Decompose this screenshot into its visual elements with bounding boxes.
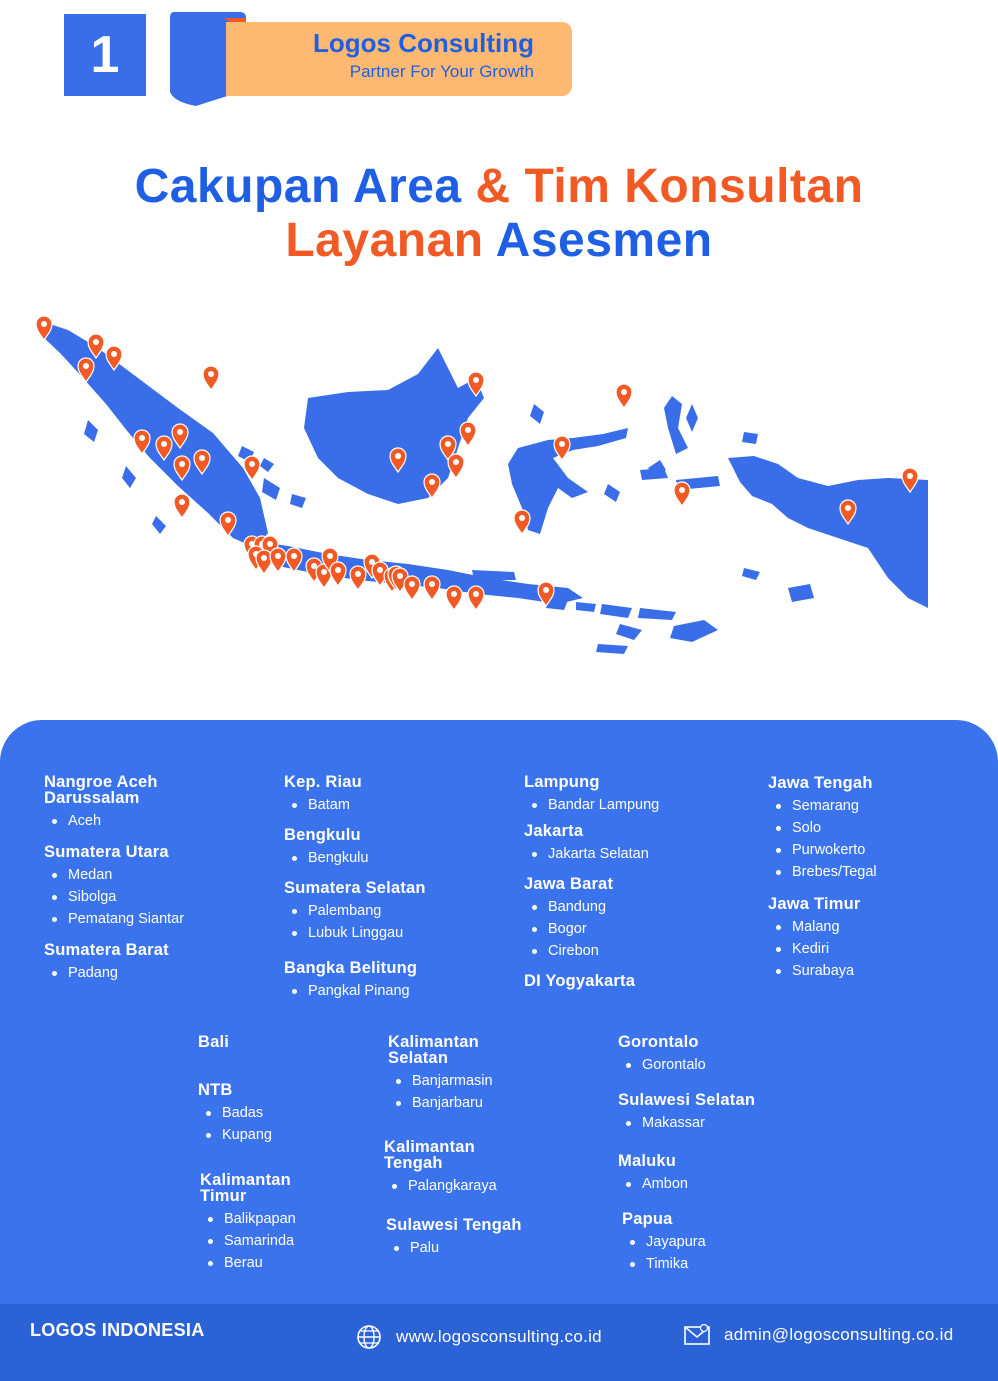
city-list <box>198 1102 348 1146</box>
city-item: Banjarbaru <box>412 1092 518 1114</box>
region-name: Kalimantan Selatan <box>388 1033 479 1067</box>
city-item: Ambon <box>642 1173 818 1195</box>
region-block <box>44 774 254 832</box>
city-item: Palangkaraya <box>408 1175 514 1197</box>
region-block <box>618 1153 818 1195</box>
city-list <box>768 916 978 982</box>
city-list <box>618 1173 818 1195</box>
city-item: Jayapura <box>646 1231 822 1253</box>
city-item: Badas <box>222 1102 348 1124</box>
location-pin-icon <box>468 586 484 610</box>
city-item: Kupang <box>222 1124 348 1146</box>
city-item: Jakarta Selatan <box>548 843 744 865</box>
location-pin-icon <box>256 550 272 574</box>
region-name: Maluku <box>618 1152 677 1170</box>
region-block <box>524 973 744 989</box>
city-list <box>44 864 254 930</box>
city-item: Banjarmasin <box>412 1070 518 1092</box>
city-item: Pematang Siantar <box>68 908 254 930</box>
city-list <box>524 794 744 816</box>
brand-box <box>226 22 572 96</box>
city-item: Malang <box>792 916 978 938</box>
region-name: Gorontalo <box>618 1033 699 1051</box>
city-item: Pangkal Pinang <box>308 980 504 1002</box>
city-item: Kediri <box>792 938 978 960</box>
location-pin-icon <box>460 422 476 446</box>
region-block <box>284 880 504 944</box>
region-name: Jawa Tengah <box>768 774 873 792</box>
envelope-icon <box>684 1324 710 1346</box>
region-block <box>198 1082 348 1146</box>
indonesia-map <box>28 308 938 660</box>
region-name: NTB <box>198 1081 233 1099</box>
title-part-1: Cakupan Area <box>134 160 462 213</box>
city-item: Aceh <box>68 810 254 832</box>
city-list <box>388 1070 518 1114</box>
footer-brand: LOGOS INDONESIA <box>30 1320 205 1340</box>
city-list <box>618 1112 818 1134</box>
city-item: Solo <box>792 817 978 839</box>
title-part-4: Asesmen <box>495 214 713 267</box>
location-pin-icon <box>616 384 632 408</box>
city-item: Surabaya <box>792 960 978 982</box>
region-block <box>622 1211 822 1275</box>
page-title-line-2 <box>0 214 998 268</box>
location-pin-icon <box>174 494 190 518</box>
location-pin-icon <box>203 366 219 390</box>
region-block <box>768 896 978 982</box>
location-pin-icon <box>446 586 462 610</box>
region-name: Bengkulu <box>284 826 361 844</box>
title-part-2: & Tim Konsultan <box>475 160 864 213</box>
region-block <box>524 876 744 962</box>
location-pin-icon <box>674 482 690 506</box>
city-item: Bandar Lampung <box>548 794 744 816</box>
city-list <box>768 795 978 883</box>
region-block <box>384 1139 514 1197</box>
region-name: Kalimantan Tengah <box>384 1138 475 1172</box>
city-list <box>284 980 504 1002</box>
region-name: Kep. Riau <box>284 773 362 791</box>
region-block <box>768 775 978 883</box>
city-item: Palu <box>410 1237 586 1259</box>
website-link[interactable]: www.logosconsulting.co.id <box>396 1327 602 1346</box>
region-name: Jawa Barat <box>524 875 614 893</box>
region-name: Bangka Belitung <box>284 959 418 977</box>
region-name: Sulawesi Tengah <box>386 1216 522 1234</box>
city-list <box>386 1237 586 1259</box>
page-number: 1 <box>90 26 120 84</box>
region-name: Jawa Timur <box>768 895 861 913</box>
footer-website[interactable] <box>356 1324 602 1350</box>
region-block <box>200 1172 330 1274</box>
region-block <box>284 960 504 1002</box>
city-list <box>200 1208 330 1274</box>
map-land <box>38 320 928 654</box>
page-number-badge <box>64 14 146 96</box>
region-name: Sumatera Barat <box>44 941 169 959</box>
city-item: Bogor <box>548 918 744 940</box>
city-item: Sibolga <box>68 886 254 908</box>
city-item: Berau <box>224 1252 330 1274</box>
region-block <box>198 1034 348 1050</box>
region-block <box>524 774 744 816</box>
city-item: Bandung <box>548 896 744 918</box>
globe-icon <box>356 1324 382 1350</box>
region-name: Bali <box>198 1033 230 1051</box>
city-list <box>622 1231 822 1275</box>
brand-name: Logos Consulting <box>313 28 534 58</box>
region-name: DI Yogyakarta <box>524 972 636 990</box>
city-list <box>284 900 504 944</box>
region-name: Papua <box>622 1210 673 1228</box>
city-item: Batam <box>308 794 504 816</box>
city-item: Balikpapan <box>224 1208 330 1230</box>
region-block <box>388 1034 518 1114</box>
location-pin-icon <box>448 454 464 478</box>
city-item: Gorontalo <box>642 1054 818 1076</box>
footer-email[interactable] <box>684 1324 953 1346</box>
region-name: Sulawesi Selatan <box>618 1091 756 1109</box>
region-block <box>386 1217 586 1259</box>
location-pin-icon <box>404 576 420 600</box>
city-list <box>524 843 744 865</box>
region-block <box>44 844 254 930</box>
city-item: Purwokerto <box>792 839 978 861</box>
city-item: Timika <box>646 1253 822 1275</box>
city-item: Makassar <box>642 1112 818 1134</box>
region-block <box>44 942 254 984</box>
region-name: Jakarta <box>524 822 584 840</box>
location-pin-icon <box>350 566 366 590</box>
city-list <box>384 1175 514 1197</box>
city-list <box>284 794 504 816</box>
city-item: Brebes/Tegal <box>792 861 978 883</box>
city-item: Medan <box>68 864 254 886</box>
city-list <box>284 847 504 869</box>
region-name: Nangroe Aceh Darussalam <box>44 773 158 807</box>
city-item: Bengkulu <box>308 847 504 869</box>
city-item: Palembang <box>308 900 504 922</box>
region-block <box>284 774 504 816</box>
region-name: Sumatera Utara <box>44 843 169 861</box>
city-item: Cirebon <box>548 940 744 962</box>
region-block <box>618 1092 818 1134</box>
brand-tagline: Partner For Your Growth <box>349 62 534 81</box>
city-item: Samarinda <box>224 1230 330 1252</box>
region-block <box>284 827 504 869</box>
location-pin-icon <box>514 510 530 534</box>
city-item: Padang <box>68 962 254 984</box>
location-pin-icon <box>330 562 346 586</box>
footer <box>0 1304 998 1381</box>
region-block <box>618 1034 818 1076</box>
city-list <box>44 962 254 984</box>
city-list <box>524 896 744 962</box>
region-name: Lampung <box>524 773 600 791</box>
city-list <box>44 810 254 832</box>
city-item: Lubuk Linggau <box>308 922 504 944</box>
region-name: Sumatera Selatan <box>284 879 426 897</box>
city-list <box>618 1054 818 1076</box>
region-block <box>524 823 744 865</box>
page-title-line-1 <box>0 160 998 214</box>
email-link[interactable]: admin@logosconsulting.co.id <box>724 1325 954 1344</box>
title-part-3: Layanan <box>285 214 484 267</box>
location-pin-icon <box>424 576 440 600</box>
location-pin-icon <box>270 548 286 572</box>
region-name: Kalimantan Timur <box>200 1171 291 1205</box>
city-item: Semarang <box>792 795 978 817</box>
